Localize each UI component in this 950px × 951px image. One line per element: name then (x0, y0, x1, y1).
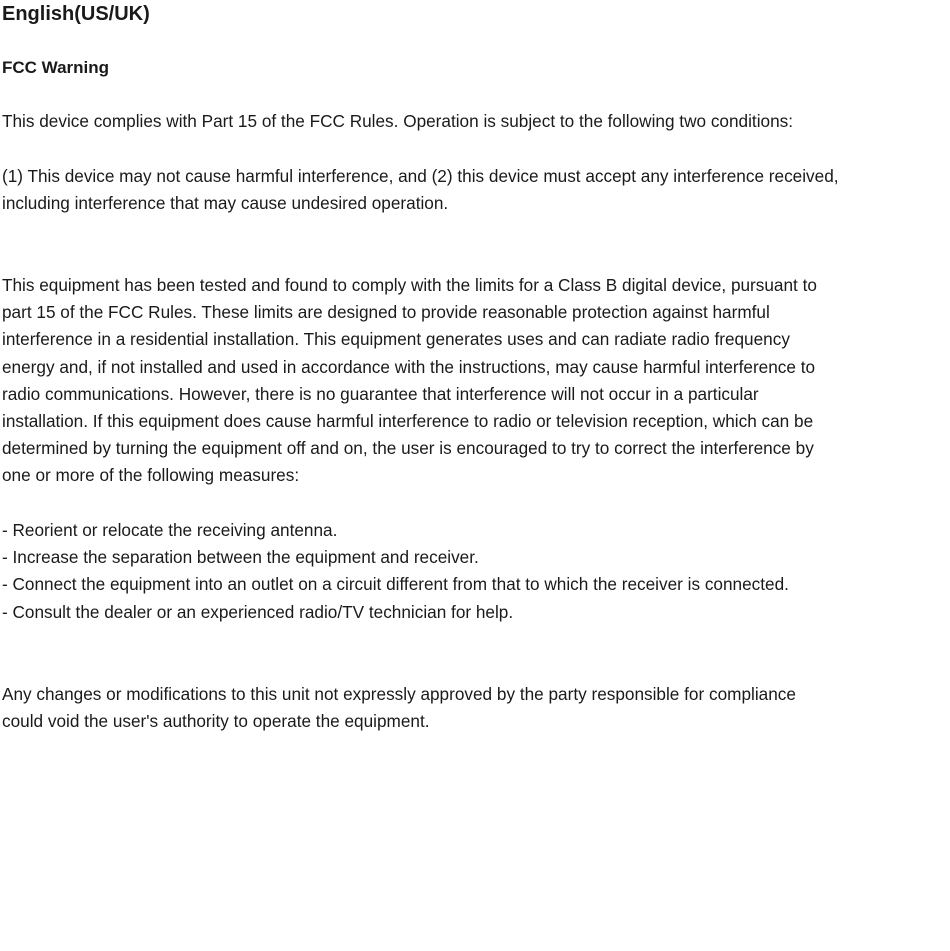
text-line: (1) This device may not cause harmful interference, and (2) this device must accept any interference received, (2, 166, 839, 186)
class-b-statement-paragraph (2, 272, 817, 490)
measure-item: - Reorient or relocate the receiving antenna. (2, 520, 338, 540)
text-line: This equipment has been tested and found to comply with the limits for a Class B digital device, pursuant to (2, 275, 817, 295)
text-line: part 15 of the FCC Rules. These limits are designed to provide reasonable protection against harmful (2, 302, 770, 323)
text-line: This device complies with Part 15 of the FCC Rules. Operation is subject to the following two conditions: (2, 111, 793, 131)
text-line: radio communications. However, there is no guarantee that interference will not occur in a particular (2, 383, 759, 404)
fcc-warning-heading: FCC Warning (2, 58, 110, 77)
text-line: determined by turning the equipment off and on, the user is encouraged to try to correct the interference by (2, 438, 814, 459)
modifications-warning-paragraph (2, 681, 796, 735)
measures-list (2, 517, 789, 626)
compliance-paragraph (2, 108, 793, 135)
text-line: one or more of the following measures: (2, 465, 300, 486)
measure-item: - Increase the separation between the equipment and receiver. (2, 547, 479, 568)
measure-item: - Consult the dealer or an experienced radio/TV technician for help. (2, 601, 514, 622)
text-line: including interference that may cause undesired operation. (2, 193, 449, 214)
text-line: interference in a residential installation. This equipment generates uses and can radiate radio frequency (2, 329, 790, 350)
conditions-paragraph (2, 163, 839, 217)
language-title: English(US/UK) (2, 3, 150, 25)
text-line: energy and, if not installed and used in accordance with the instructions, may cause harmful interference to (2, 356, 816, 377)
measure-item: - Connect the equipment into an outlet on a circuit different from that to which the receiver is connected. (2, 574, 789, 595)
text-line: Any changes or modifications to this unit not expressly approved by the party responsible for compliance (2, 684, 796, 704)
text-line: could void the user's authority to operate the equipment. (2, 711, 430, 732)
text-line: installation. If this equipment does cause harmful interference to radio or television reception, which can be (2, 411, 814, 432)
